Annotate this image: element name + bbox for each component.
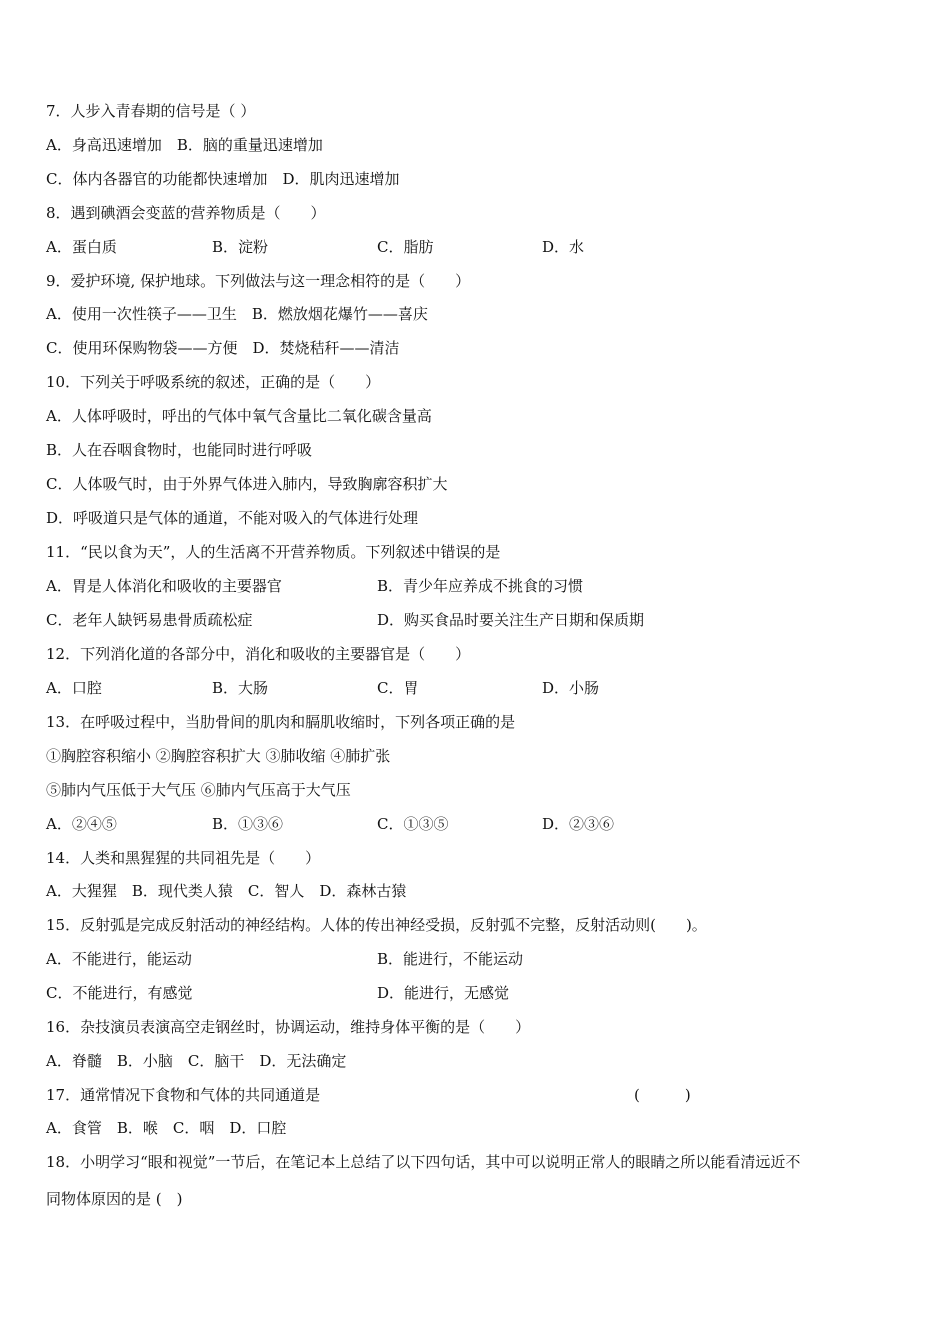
question-10-option-d: D．呼吸道只是气体的通道，不能对吸入的气体进行处理: [46, 509, 419, 527]
question-13-stem: 13．在呼吸过程中，当肋骨间的肌肉和膈肌收缩时，下列各项正确的是: [46, 713, 516, 731]
question-8-option-d: D．水: [542, 238, 585, 256]
question-8-option-a: A．蛋白质: [46, 238, 117, 256]
question-17-options-row1: A．食管 B．喉 C．咽 D．口腔: [46, 1119, 287, 1137]
question-13-items-row1: ①胸腔容积缩小 ②胸腔容积扩大 ③肺收缩 ④肺扩张: [46, 747, 391, 765]
question-12-stem: 12．下列消化道的各部分中，消化和吸收的主要器官是（ ）: [46, 645, 471, 663]
question-9-options-row1: A．使用一次性筷子——卫生 B．燃放烟花爆竹——喜庆: [46, 305, 428, 323]
question-11-option-d: D．购买食品时要关注生产日期和保质期: [377, 611, 645, 629]
question-8-stem: 8．遇到碘酒会变蓝的营养物质是（ ）: [46, 204, 326, 222]
question-15-option-c: C．不能进行，有感觉: [46, 984, 193, 1002]
question-8-option-b: B．淀粉: [212, 238, 269, 256]
question-7-stem: 7．人步入青春期的信号是（ ）: [46, 102, 256, 120]
question-11-option-b: B．青少年应养成不挑食的习惯: [377, 577, 584, 595]
question-16-options-row1: A．脊髓 B．小脑 C．脑干 D．无法确定: [46, 1052, 347, 1070]
question-8-option-c: C．脂肪: [377, 238, 434, 256]
question-18-stem-line1: 18．小明学习“眼和视觉”一节后，在笔记本上总结了以下四句话，其中可以说明正常人的眼睛之所以能看清远近不: [46, 1153, 801, 1171]
question-12-option-c: C．胃: [377, 679, 419, 697]
question-9-options-row2: C．使用环保购物袋——方便 D．焚烧秸秆——清洁: [46, 339, 400, 357]
question-9-stem: 9．爱护环境, 保护地球。下列做法与这一理念相符的是（ ）: [46, 272, 471, 290]
question-13-option-a: A．②④⑤: [46, 815, 117, 833]
question-14-stem: 14．人类和黑猩猩的共同祖先是（ ）: [46, 849, 321, 867]
question-14-options-row1: A．大猩猩 B．现代类人猿 C．智人 D．森林古猿: [46, 882, 407, 900]
question-15-stem: 15．反射弧是完成反射活动的神经结构。人体的传出神经受损，反射弧不完整，反射活动则( )。: [46, 916, 707, 934]
question-15-option-d: D．能进行，无感觉: [377, 984, 510, 1002]
question-11-stem: 11．“民以食为天”，人的生活离不开营养物质。下列叙述中错误的是: [46, 543, 501, 561]
question-15-option-a: A．不能进行，能运动: [46, 950, 192, 968]
question-10-option-a: A．人体呼吸时，呼出的气体中氧气含量比二氧化碳含量高: [46, 407, 432, 425]
question-17-answer-bracket: ( ): [634, 1086, 691, 1104]
question-12-option-b: B．大肠: [212, 679, 269, 697]
question-13-option-c: C．①③⑤: [377, 815, 449, 833]
question-11-option-c: C．老年人缺钙易患骨质疏松症: [46, 611, 253, 629]
question-12-option-d: D．小肠: [542, 679, 600, 697]
question-15-option-b: B．能进行，不能运动: [377, 950, 524, 968]
question-10-stem: 10．下列关于呼吸系统的叙述，正确的是（ ）: [46, 373, 381, 391]
question-16-stem: 16．杂技演员表演高空走钢丝时，协调运动，维持身体平衡的是（ ）: [46, 1018, 531, 1036]
question-12-option-a: A．口腔: [46, 679, 102, 697]
question-10-option-b: B．人在吞咽食物时，也能同时进行呼吸: [46, 441, 313, 459]
question-17-stem: 17．通常情况下食物和气体的共同通道是: [46, 1086, 321, 1104]
question-11-option-a: A．胃是人体消化和吸收的主要器官: [46, 577, 282, 595]
question-10-option-c: C．人体吸气时，由于外界气体进入肺内，导致胸廓容积扩大: [46, 475, 448, 493]
question-13-option-d: D．②③⑥: [542, 815, 615, 833]
question-13-items-row2: ⑤肺内气压低于大气压 ⑥肺内气压高于大气压: [46, 781, 351, 799]
question-18-stem-line2: 同物体原因的是 ( ): [46, 1190, 183, 1208]
question-7-options-row2: C．体内各器官的功能都快速增加 D．肌肉迅速增加: [46, 170, 400, 188]
question-13-option-b: B．①③⑥: [212, 815, 284, 833]
question-7-options-row1: A．身高迅速增加 B．脑的重量迅速增加: [46, 136, 323, 154]
